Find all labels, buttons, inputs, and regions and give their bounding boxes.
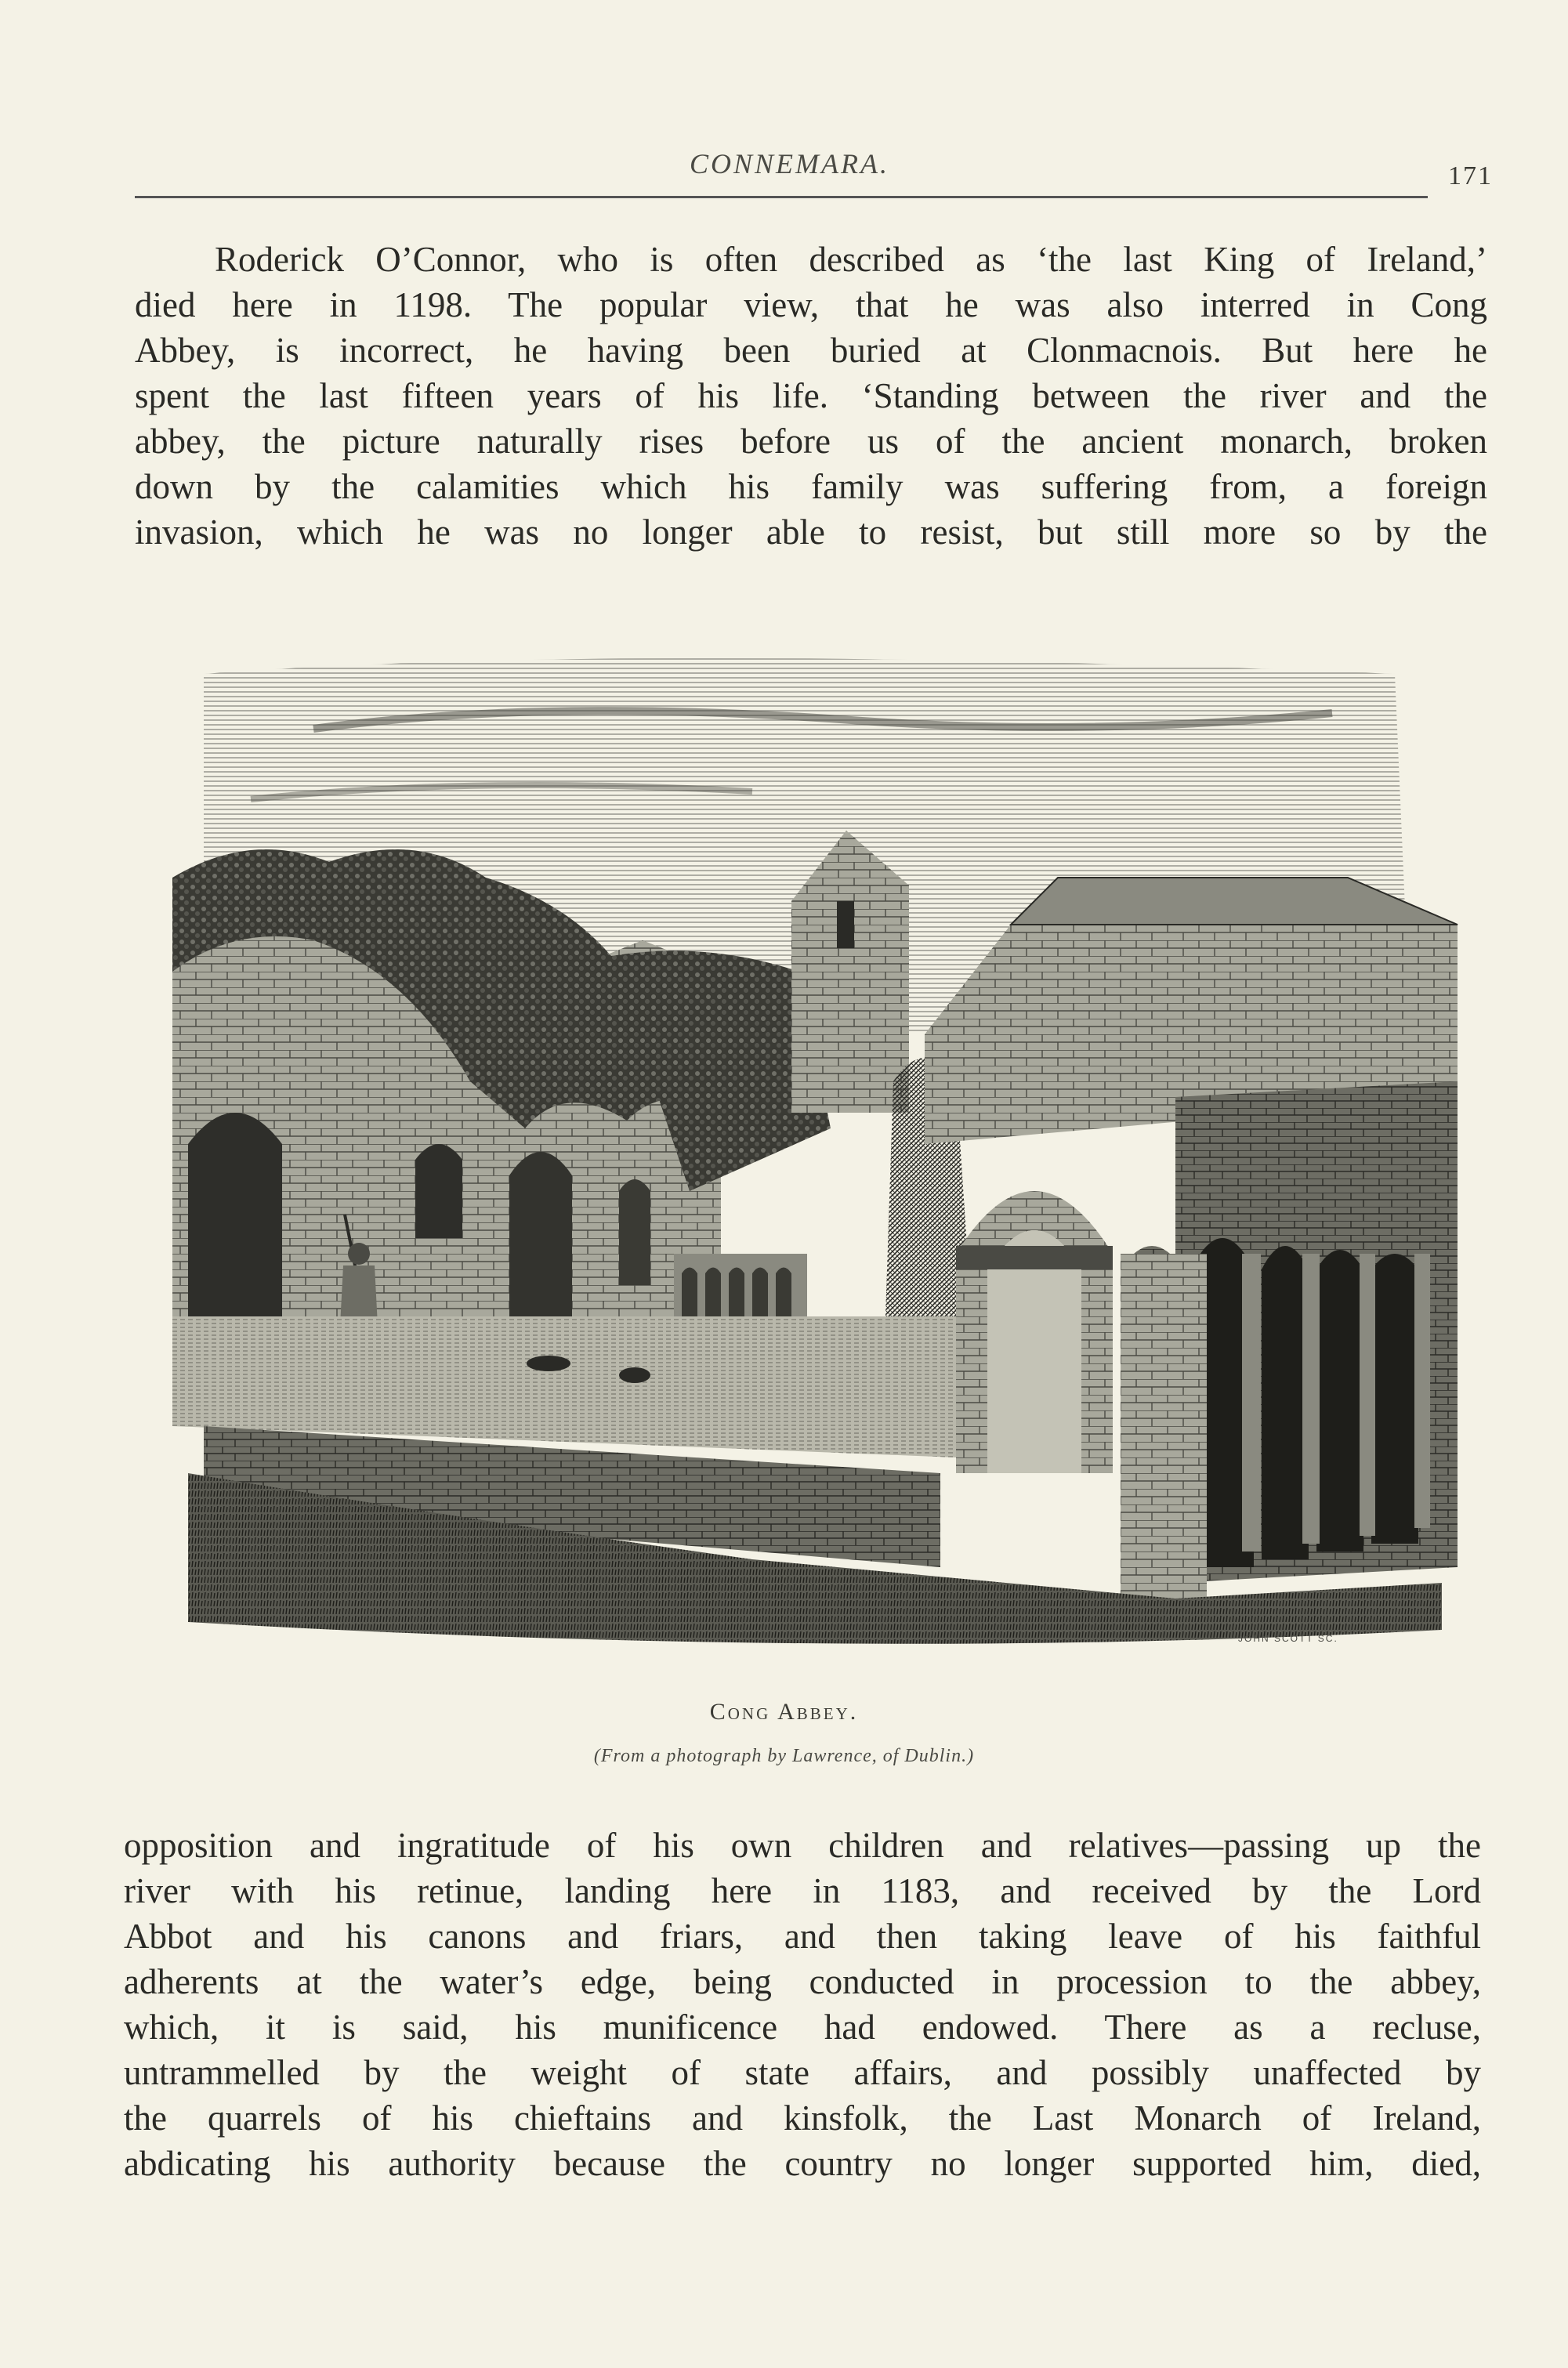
figure-caption-title: Cong Abbey. [709,1699,859,1725]
header-rule [135,196,1428,198]
text-line: down by the calamities which his family was suffering from, a foreign [135,467,1487,506]
text-line: abdicating his authority because the country no longer supported him, died, [124,2144,1481,2183]
paragraph-bottom [124,1823,1481,2186]
text-line: which, it is said, his munificence had endowed. There as a recluse, [124,2008,1481,2047]
text-line: spent the last fifteen years of his life. ‘Standing between the river and the [135,376,1487,415]
page-number: 171 [1448,161,1493,190]
text-line: Abbey, is incorrect, he having been buried at Clonmacnois. But here he [135,331,1487,370]
text-line: river with his retinue, landing here in 1183, and received by the Lord [124,1871,1481,1910]
arch-door [188,1113,282,1316]
engraving-cong-abbey [157,643,1473,1677]
engraver-signature: JOHN SCOTT SC. [1238,1633,1338,1644]
distant-arcade [674,1254,807,1316]
text-line: opposition and ingratitude of his own children and relatives—passing up the [124,1826,1481,1865]
text-line: Abbot and his canons and friars, and then taking leave of his faithful [124,1917,1481,1956]
text-line: the quarrels of his chieftains and kinsfolk, the Last Monarch of Ireland, [124,2098,1481,2138]
text-line: died here in 1198. The popular view, that he was also interred in Cong [135,285,1487,324]
running-head: CONNEMARA. [690,148,889,179]
text-line: Roderick O’Connor, who is often described as ‘the last King of Ireland,’ [215,240,1487,279]
text-line: abbey, the picture naturally rises before us of the ancient monarch, broken [135,422,1487,461]
pier [1121,1254,1207,1599]
text-line: adherents at the water’s edge, being conducted in procession to the abbey, [124,1962,1481,2001]
paragraph-top [135,237,1487,555]
figure-caption-credit: (From a photograph by Lawrence, of Dublin.) [593,1746,975,1766]
text-line: invasion, which he was no longer able to resist, but still more so by the [135,512,1487,552]
text-line: untrammelled by the weight of state affairs, and possibly unaffected by [124,2053,1481,2092]
